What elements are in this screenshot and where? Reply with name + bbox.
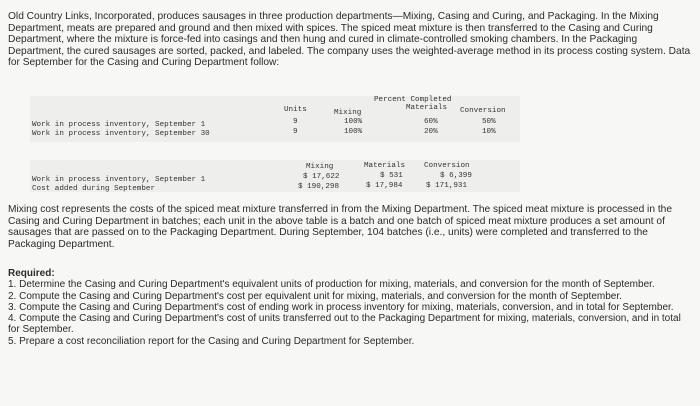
- row-label: Cost added during September: [32, 185, 156, 193]
- required-item: 5. Prepare a cost reconciliation report for the Casing and Curing Department for September.: [8, 335, 415, 347]
- required-section: [8, 268, 692, 347]
- mixing-header: Mixing: [306, 163, 334, 171]
- required-item: 3. Compute the Casing and Curing Department's cost of ending work in process inventory for mixing, materials, conversion, and in total for September.: [8, 301, 674, 313]
- required-item: 2. Compute the Casing and Curing Department's cost per equivalent unit for mixing, materials, and conversion for the month of September.: [8, 290, 622, 302]
- materials-value: 60%: [424, 118, 438, 126]
- required-item: 4. Compute the Casing and Curing Department's cost of units transferred out to the Packaging Department for mixing, materials, conversion, and in total for September.: [8, 313, 681, 336]
- conversion-header: Conversion: [460, 107, 506, 115]
- required-title: Required:: [8, 268, 55, 279]
- materials-header: Materials: [364, 162, 406, 170]
- cost-table: [30, 160, 520, 192]
- units-value: 9: [293, 128, 298, 136]
- required-item: 1. Determine the Casing and Curing Department's equivalent units of production for mixing, materials, and conversion for the month of September.: [8, 279, 655, 291]
- units-value: 9: [293, 118, 298, 126]
- conversion-value: 10%: [482, 128, 496, 136]
- mixing-value: $ 190,298: [298, 183, 340, 191]
- percent-completed-header: Percent Completed: [374, 96, 452, 104]
- materials-value: $ 531: [380, 172, 403, 180]
- row-label: Work in process inventory, September 30: [32, 130, 210, 138]
- conversion-header: Conversion: [424, 162, 470, 170]
- conversion-value: $ 171,931: [426, 182, 468, 190]
- mixing-value: 100%: [344, 118, 363, 126]
- mixing-cost-paragraph: Mixing cost represents the costs of the spiced meat mixture transferred in from the Mixing Department. The spiced meat mixture is processed in the Casing and Curing Department in batches; each unit in the above table is a batch and one batch of spiced meat mixture produces a set amount of sausages that are passed on to the Packaging Department. During September, 104 batches (i.e., units) were completed and transferred to the Packaging Department.: [8, 204, 672, 250]
- materials-header: Materials: [406, 104, 448, 112]
- row-label: Work in process inventory, September 1: [32, 121, 206, 129]
- materials-value: 20%: [424, 128, 438, 136]
- units-header: Units: [284, 106, 307, 114]
- mixing-header: Mixing: [334, 109, 362, 117]
- mixing-value: $ 17,622: [303, 173, 340, 181]
- mixing-value: 100%: [344, 128, 363, 136]
- conversion-value: 50%: [482, 118, 496, 126]
- percent-completed-table: [30, 96, 520, 142]
- problem-intro: Old Country Links, Incorporated, produces sausages in three production departments—Mixing, Casing and Curing, and Packaging. In the Mixing Department, meats are prepared and ground and then mixed with spices. The spiced meat mixture is then transferred to the Casing and Curing Department, where the mixture is force-fed into casings and then hung and cured in climate-controlled smoking chambers. In the Packaging Department, the cured sausages are sorted, packed, and labeled. The company uses the weighted-average method in its process costing system. Data for September for the Casing and Curing Department follow:: [8, 11, 691, 69]
- row-label: Work in process inventory, September 1: [32, 176, 206, 184]
- materials-value: $ 17,984: [366, 182, 403, 190]
- conversion-value: $ 6,399: [440, 172, 472, 180]
